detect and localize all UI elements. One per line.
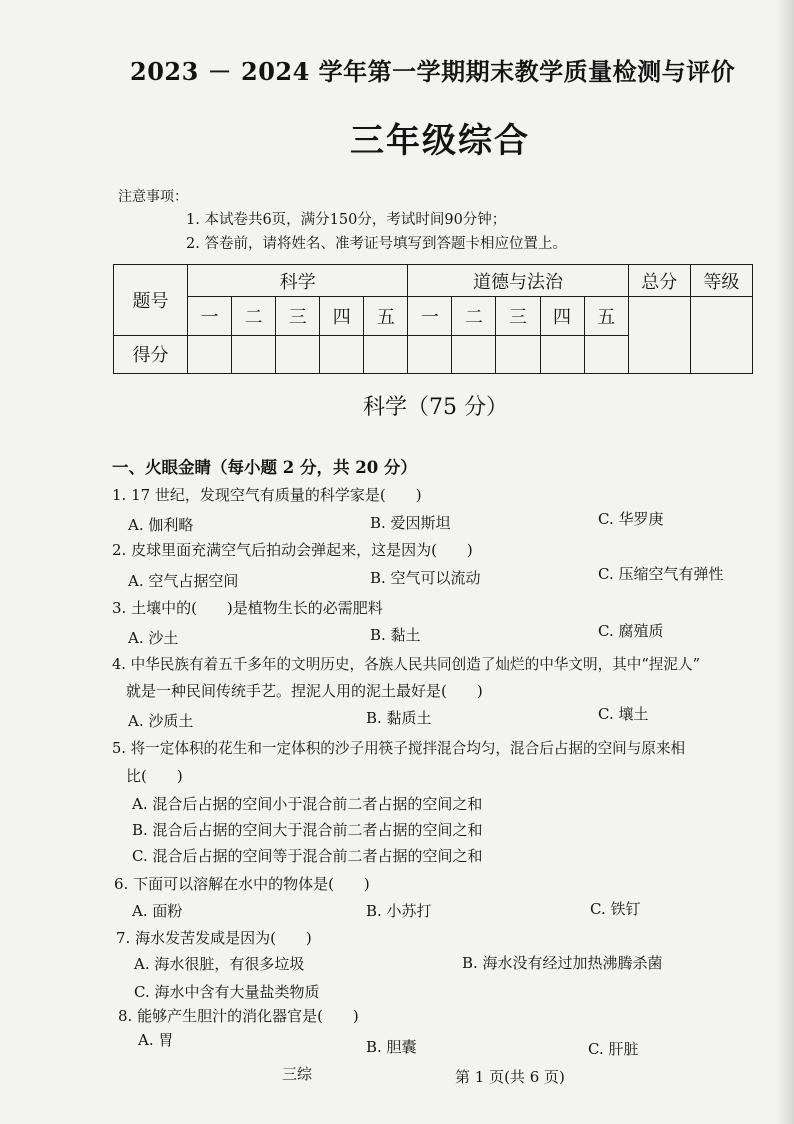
option-c: C. 腐殖质 (598, 622, 664, 640)
page-number: 第 1 页(共 6 页) (455, 1068, 565, 1086)
science-header: 科学 (188, 265, 408, 297)
score-label: 得分 (114, 335, 188, 373)
score-cell (496, 335, 540, 373)
option-a: A. 胃 (138, 1031, 174, 1049)
option-b: B. 混合后占据的空间大于混合前二者占据的空间之和 (132, 821, 483, 839)
score-cell (452, 335, 496, 373)
option-c: C. 华罗庚 (598, 510, 664, 528)
part-heading: 一、火眼金睛（每小题 2 分，共 20 分） (112, 458, 417, 477)
science-q-number: 三 (276, 297, 320, 335)
question-stem: 7. 海水发苦发咸是因为( ) (116, 929, 312, 947)
morality-q-number: 四 (540, 297, 584, 335)
score-cell (408, 335, 452, 373)
score-cell (320, 335, 364, 373)
option-a: A. 面粉 (132, 902, 183, 920)
option-a: A. 空气占据空间 (128, 572, 239, 590)
question-stem: 8. 能够产生胆汁的消化器官是( ) (118, 1007, 359, 1025)
question-stem: 1. 17 世纪，发现空气有质量的科学家是( ) (112, 486, 422, 504)
question-stem: 3. 土壤中的( )是植物生长的必需肥料 (112, 599, 383, 617)
option-a: A. 伽利略 (128, 516, 194, 534)
option-c: C. 壤土 (598, 705, 649, 723)
option-b: B. 小苏打 (366, 902, 432, 920)
note-item: 1. 本试卷共6页，满分150分，考试时间90分钟； (186, 212, 507, 228)
question-stem: 5. 将一定体积的花生和一定体积的沙子用筷子搅拌混合均匀，混合后占据的空间与原来相 (112, 740, 686, 757)
morality-header: 道德与法治 (408, 265, 628, 297)
question-stem: 2. 皮球里面充满空气后拍动会弹起来，这是因为( ) (112, 541, 473, 559)
option-a: A. 混合后占据的空间小于混合前二者占据的空间之和 (132, 795, 483, 813)
section-title: 科学（75 分） (363, 395, 508, 420)
grade-cell (690, 297, 752, 374)
option-c: C. 铁钉 (590, 900, 641, 918)
science-q-number: 一 (188, 297, 232, 335)
score-cell (188, 335, 232, 373)
option-c: C. 海水中含有大量盐类物质 (134, 983, 320, 1001)
question-stem: 6. 下面可以溶解在水中的物体是( ) (114, 875, 370, 893)
option-c: C. 肝脏 (588, 1040, 639, 1058)
option-a: A. 沙质土 (128, 712, 194, 730)
page-edge-shadow (776, 0, 794, 1124)
science-q-number: 五 (364, 297, 408, 335)
note-item: 2. 答卷前，请将姓名、准考证号填写到答题卡相应位置上。 (186, 236, 567, 252)
morality-q-number: 二 (452, 297, 496, 335)
option-b: B. 黏土 (370, 626, 421, 644)
question-stem-continued: 就是一种民间传统手艺。捏泥人用的泥土最好是( ) (126, 682, 483, 700)
footer-subject: 三综 (282, 1065, 313, 1083)
option-b: B. 胆囊 (366, 1038, 417, 1056)
total-score-cell (628, 297, 690, 374)
science-q-number: 四 (320, 297, 364, 335)
morality-q-number: 一 (408, 297, 452, 335)
morality-q-number: 三 (496, 297, 540, 335)
question-number-label: 题号 (114, 265, 188, 336)
grade-header: 等级 (690, 265, 752, 297)
science-q-number: 二 (232, 297, 276, 335)
option-b: B. 空气可以流动 (370, 569, 481, 587)
option-c: C. 压缩空气有弹性 (598, 565, 724, 583)
option-b: B. 爱因斯坦 (370, 514, 451, 532)
exam-subtitle: 三年级综合 (350, 121, 530, 161)
notes-heading: 注意事项： (118, 189, 188, 205)
option-b: B. 海水没有经过加热沸腾杀菌 (462, 954, 663, 972)
morality-q-number: 五 (584, 297, 628, 335)
score-cell (584, 335, 628, 373)
score-cell (276, 335, 320, 373)
score-cell (364, 335, 408, 373)
score-cell (232, 335, 276, 373)
option-b: B. 黏质土 (366, 709, 432, 727)
option-a: A. 海水很脏，有很多垃圾 (134, 955, 305, 973)
exam-title: 2023 － 2024 学年第一学期期末教学质量检测与评价 (130, 57, 736, 86)
score-cell (540, 335, 584, 373)
option-c: C. 混合后占据的空间等于混合前二者占据的空间之和 (132, 847, 483, 865)
question-stem: 4. 中华民族有着五千多年的文明历史，各族人民共同创造了灿烂的中华文明，其中“捏泥人” (112, 656, 701, 673)
score-table (113, 264, 753, 374)
option-a: A. 沙土 (128, 629, 179, 647)
question-stem-continued: 比( ) (126, 767, 183, 785)
total-header: 总分 (628, 265, 690, 297)
